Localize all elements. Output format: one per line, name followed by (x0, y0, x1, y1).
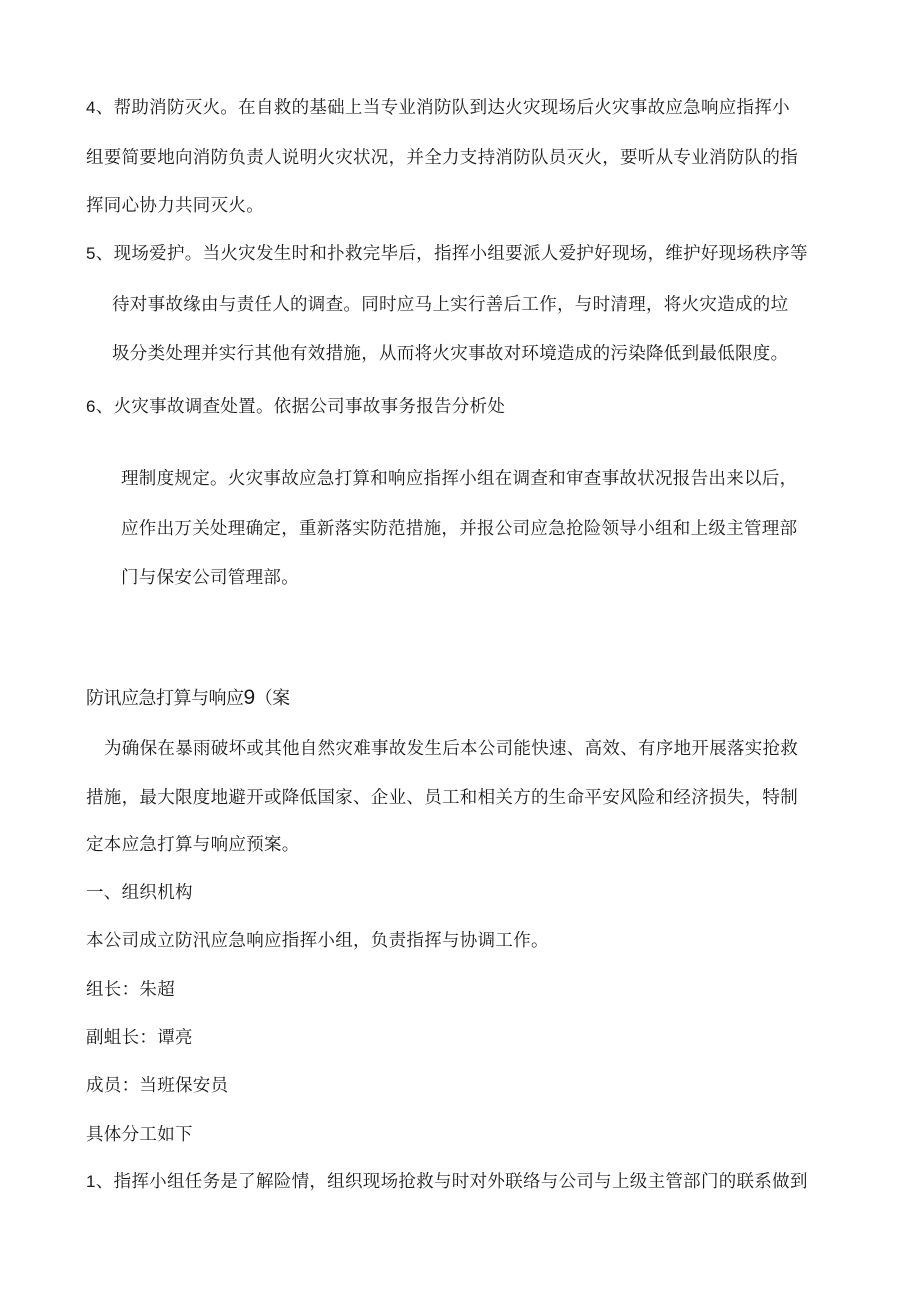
flood-title-prefix: 防讯应急打算与响应 (86, 688, 244, 708)
item6-line4: 门与保安公司管理部。 (121, 568, 299, 588)
flood-intro-line2: 措施，最大限度地避开或降低国家、企业、员工和相关方的生命平安风险和经济损失，特制 (86, 788, 798, 808)
item5-text-line1: 、现场爱护。当火灾发生时和扑救完毕后，指挥小组要派人爱护好现场，维护好现场秩序等 (95, 244, 808, 264)
item4-line1 (86, 96, 790, 120)
flood-title-number: 9 (243, 686, 255, 709)
flood-intro-line1: 为确保在暴雨破坏或其他自然灾难事故发生后本公司能快速、高效、有序地开展落实抢救 (104, 739, 799, 759)
org-heading: 一、组织机构 (86, 883, 193, 903)
item4-text-line1: 、帮助消防灭火。在自救的基础上当专业消防队到达火灾现场后火灾事故应急响应指挥小 (95, 98, 790, 118)
item6-line1 (86, 395, 505, 419)
item5-line1 (86, 242, 808, 266)
item5-line3: 圾分类处理并实行其他有效措施，从而将火灾事故对环境造成的污染降低到最低限度。 (112, 344, 789, 364)
item6-line2: 理制度规定。火灾事故应急打算和响应指挥小组在调查和审查事故状况报告出来以后， (121, 469, 798, 489)
item5-number: 5 (86, 244, 96, 263)
task1-line (86, 1170, 808, 1194)
item4-line2: 组要简要地向消防负责人说明火灾状况，并全力支持消防队员灭火，要听从专业消防队的指 (86, 148, 798, 168)
org-members: 成员：当班保安员 (86, 1076, 229, 1096)
item4-line3: 挥同心协力共同灭火。 (86, 196, 264, 216)
org-leader: 组长：朱超 (86, 980, 175, 1000)
division-heading: 具体分工如下 (86, 1125, 193, 1145)
task1-number: 1 (86, 1172, 96, 1191)
flood-intro-line3: 定本应急打算与响应预案。 (86, 835, 300, 855)
org-text: 本公司成立防汛应急响应指挥小组，负责指挥与协调工作。 (86, 931, 549, 951)
task1-text: 、指挥小组任务是了解险情，组织现场抢救与时对外联络与公司与上级主管部门的联系做到 (95, 1172, 808, 1192)
flood-section-title (86, 686, 290, 710)
item4-number: 4 (86, 98, 96, 117)
item6-text-line1: 、火灾事故调查处置。依据公司事故事务报告分析处 (95, 397, 506, 417)
item6-line3: 应作出万关处理确定，重新落实防范措施，并报公司应急抢险领导小组和上级主管理部 (121, 519, 798, 539)
flood-title-suffix: （案 (254, 688, 290, 708)
org-deputy: 副蛆长：谭亮 (86, 1028, 193, 1048)
item5-line2: 待对事故缘由与责任人的调查。同时应马上实行善后工作，与时清理，将火灾造成的垃 (112, 295, 789, 315)
item6-number: 6 (86, 397, 96, 416)
